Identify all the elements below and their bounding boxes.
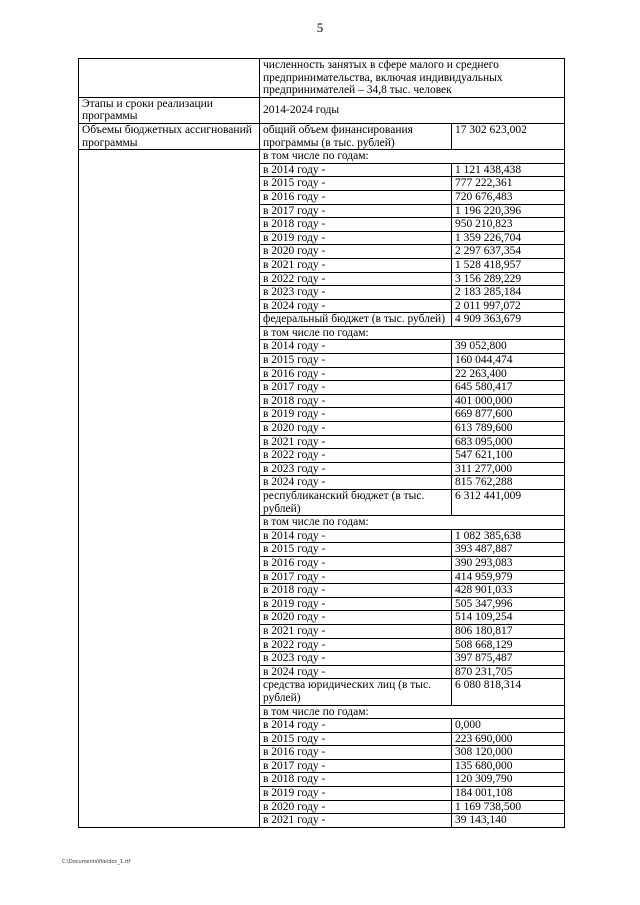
year-label: в 2021 году - (260, 814, 452, 828)
year-label: в 2021 году - (260, 624, 452, 638)
year-value: 613 789,600 (452, 422, 565, 436)
year-value: 397 875,487 (452, 652, 565, 666)
by-years-label: в том числе по годам: (260, 150, 565, 164)
year-label: в 2022 году - (260, 272, 452, 286)
year-label: в 2016 году - (260, 367, 452, 381)
year-value: 508 668,129 (452, 638, 565, 652)
year-value: 2 183 285,184 (452, 286, 565, 300)
year-label: в 2024 году - (260, 476, 452, 490)
year-label: в 2016 году - (260, 556, 452, 570)
year-value: 160 044,474 (452, 354, 565, 368)
year-label: в 2024 году - (260, 299, 452, 313)
year-label: в 2023 году - (260, 462, 452, 476)
year-value: 0,000 (452, 719, 565, 733)
year-value: 39 143,140 (452, 814, 565, 828)
empty-cell (79, 59, 260, 98)
year-value: 120 309,790 (452, 773, 565, 787)
year-label: в 2015 году - (260, 543, 452, 557)
year-value: 2 297 637,354 (452, 245, 565, 259)
year-value: 390 293,083 (452, 556, 565, 570)
year-value: 2 011 997,072 (452, 299, 565, 313)
table-row (79, 59, 565, 98)
year-value: 184 001,108 (452, 787, 565, 801)
year-label: в 2014 году - (260, 340, 452, 354)
table-row (79, 123, 565, 149)
year-value: 1 528 418,957 (452, 258, 565, 272)
year-value: 39 052,800 (452, 340, 565, 354)
year-label: в 2019 году - (260, 408, 452, 422)
source-total: 6 312 441,009 (452, 490, 565, 516)
year-value: 806 180,817 (452, 624, 565, 638)
year-value: 777 222,361 (452, 177, 565, 191)
year-value: 401 000,000 (452, 394, 565, 408)
year-value: 547 621,100 (452, 449, 565, 463)
year-label: в 2021 году - (260, 258, 452, 272)
year-label: в 2018 году - (260, 584, 452, 598)
file-path-footer: C:\Documents\file\doc_1.rtf (62, 859, 131, 865)
year-label: в 2023 году - (260, 286, 452, 300)
year-value: 669 877,600 (452, 408, 565, 422)
year-value: 308 120,000 (452, 746, 565, 760)
year-value: 223 690,000 (452, 732, 565, 746)
year-label: в 2017 году - (260, 759, 452, 773)
year-value: 514 109,254 (452, 611, 565, 625)
year-value: 683 095,000 (452, 435, 565, 449)
year-value: 393 487,887 (452, 543, 565, 557)
year-label: в 2023 году - (260, 652, 452, 666)
source-label: федеральный бюджет (в тыс. рублей) (260, 313, 452, 327)
source-label: республиканский бюджет (в тыс. рублей) (260, 490, 452, 516)
year-label: в 2017 году - (260, 204, 452, 218)
table-row (79, 97, 565, 123)
year-label: в 2019 году - (260, 787, 452, 801)
year-value: 1 169 738,500 (452, 800, 565, 814)
year-value: 135 680,000 (452, 759, 565, 773)
year-value: 428 901,033 (452, 584, 565, 598)
year-value: 645 580,417 (452, 381, 565, 395)
year-label: в 2018 году - (260, 773, 452, 787)
year-value: 1 121 438,438 (452, 163, 565, 177)
year-value: 870 231,705 (452, 665, 565, 679)
year-label: в 2015 году - (260, 177, 452, 191)
stages-label: Этапы и сроки реализации программы (79, 97, 260, 123)
year-label: в 2021 году - (260, 435, 452, 449)
year-label: в 2014 году - (260, 529, 452, 543)
year-label: в 2022 году - (260, 638, 452, 652)
empty-left-cell (79, 150, 260, 828)
program-passport-table (78, 58, 565, 828)
by-years-label: в том числе по годам: (260, 705, 565, 719)
year-label: в 2017 году - (260, 570, 452, 584)
year-value: 720 676,483 (452, 190, 565, 204)
year-value: 311 277,000 (452, 462, 565, 476)
by-years-label: в том числе по годам: (260, 326, 565, 340)
year-label: в 2020 году - (260, 611, 452, 625)
year-value: 1 359 226,704 (452, 231, 565, 245)
year-value: 1 082 385,638 (452, 529, 565, 543)
year-label: в 2018 году - (260, 218, 452, 232)
by-years-label: в том числе по годам: (260, 516, 565, 530)
page-number: 5 (316, 20, 324, 35)
year-label: в 2024 году - (260, 665, 452, 679)
year-label: в 2015 году - (260, 732, 452, 746)
source-label: средства юридических лиц (в тыс. рублей) (260, 679, 452, 705)
year-value: 22 263,400 (452, 367, 565, 381)
total-label: общий объем финансирования программы (в тыс. рублей) (260, 123, 452, 149)
year-value: 1 196 220,396 (452, 204, 565, 218)
stages-value: 2014-2024 годы (260, 97, 565, 123)
year-label: в 2017 году - (260, 381, 452, 395)
table-row (79, 150, 565, 164)
total-value: 17 302 623,002 (452, 123, 565, 149)
year-label: в 2022 году - (260, 449, 452, 463)
year-label: в 2020 году - (260, 422, 452, 436)
year-value: 3 156 289,229 (452, 272, 565, 286)
source-total: 4 909 363,679 (452, 313, 565, 327)
year-label: в 2020 году - (260, 245, 452, 259)
year-label: в 2016 году - (260, 746, 452, 760)
year-label: в 2015 году - (260, 354, 452, 368)
year-label: в 2019 году - (260, 231, 452, 245)
employed-text: численность занятых в сфере малого и среднего предпринимательства, включая индивидуальных предпринимателей – 34,8 тыс. человек (260, 59, 565, 98)
source-total: 6 080 818,314 (452, 679, 565, 705)
year-label: в 2014 году - (260, 719, 452, 733)
year-label: в 2020 году - (260, 800, 452, 814)
year-label: в 2018 году - (260, 394, 452, 408)
year-value: 815 762,288 (452, 476, 565, 490)
year-value: 950 210,823 (452, 218, 565, 232)
year-label: в 2014 году - (260, 163, 452, 177)
year-value: 414 959,979 (452, 570, 565, 584)
year-label: в 2019 году - (260, 597, 452, 611)
year-value: 505 347,996 (452, 597, 565, 611)
year-label: в 2016 году - (260, 190, 452, 204)
budget-label: Объемы бюджетных ассигнований программы (79, 123, 260, 149)
